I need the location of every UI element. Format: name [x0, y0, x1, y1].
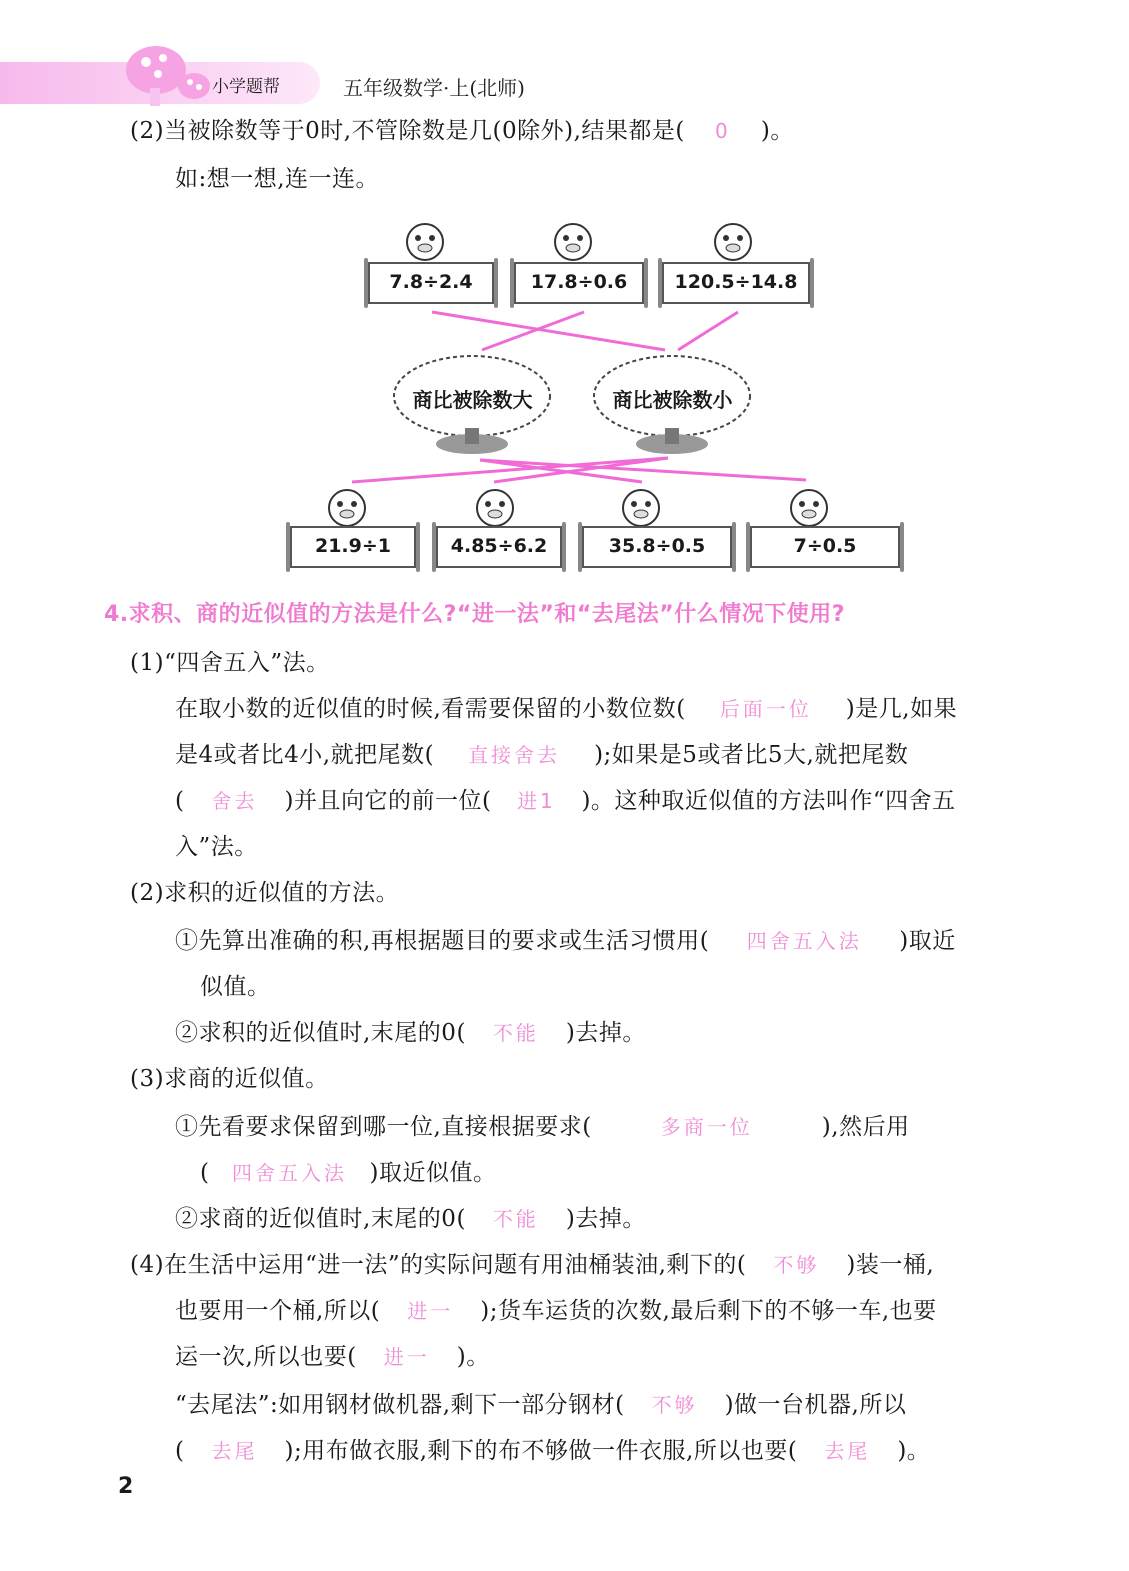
- q4-title: 4.求积、商的近似值的方法是什么?“进一法”和“去尾法”什么情况下使用?: [104, 602, 846, 627]
- answer-blank: 不够: [773, 1253, 820, 1277]
- link-line: [482, 312, 584, 350]
- q4-p1-line2: 是4或者比4小,就把尾数( 直接舍去 );如果是5或者比5大,就把尾数: [175, 742, 909, 768]
- q4-p1-line3: ( 舍去 )并且向它的前一位( 进1 )。这种取近似值的方法叫作“四舍五: [175, 788, 956, 814]
- chick-icon: [322, 478, 372, 528]
- top-card-3: 120.5÷14.8: [662, 262, 810, 304]
- chick-icon: [784, 478, 834, 528]
- chick-icon: [400, 212, 450, 262]
- link-line: [678, 312, 738, 350]
- answer-blank: 直接舍去: [468, 743, 561, 767]
- answer-blank: 进1: [517, 789, 556, 813]
- series-label: 小学题帮: [212, 77, 280, 97]
- answer-blank: 0: [715, 119, 731, 143]
- chick-icon: [616, 478, 666, 528]
- answer-blank: 进一: [383, 1345, 430, 1369]
- q4-p4-line4: “去尾法”:如用钢材做机器,剩下一部分钢材( 不够 )做一台机器,所以: [175, 1392, 907, 1418]
- chick-icon: [708, 212, 758, 262]
- example-line: 如:想一想,连一连。: [175, 166, 380, 192]
- q4-p1-line1: 在取小数的近似值的时候,看需要保留的小数位数( 后面一位 )是几,如果: [175, 696, 958, 722]
- q3-2-line: (2)当被除数等于0时,不管除数是几(0除外),结果都是( 0 )。: [130, 118, 794, 144]
- answer-blank: 不能: [492, 1021, 539, 1045]
- bottom-card-4: 7÷0.5: [750, 526, 900, 568]
- answer-blank: 四舍五入法: [746, 929, 862, 953]
- link-line: [432, 312, 665, 350]
- answer-blank: 四舍五入法: [231, 1161, 347, 1185]
- q4-p1-line4: 入”法。: [175, 834, 258, 860]
- subject-label: 五年级数学·上(北师): [343, 76, 525, 100]
- answer-blank: 不够: [651, 1393, 698, 1417]
- chick-icon: [470, 478, 520, 528]
- answer-blank: 舍去: [211, 789, 258, 813]
- answer-blank: 不能: [492, 1207, 539, 1231]
- page-number: 2: [118, 1474, 134, 1499]
- top-card-1: 7.8÷2.4: [368, 262, 494, 304]
- q4-p2-line1: ①先算出准确的积,再根据题目的要求或生活习惯用( 四舍五入法 )取近: [175, 928, 956, 954]
- q4-p4-line2: 也要用一个桶,所以( 进一 );货车运货的次数,最后剩下的不够一车,也要: [175, 1298, 937, 1324]
- bottom-card-2: 4.85÷6.2: [436, 526, 562, 568]
- q4-p2-line2: 似值。: [200, 974, 271, 1000]
- q4-p3-head: (3)求商的近似值。: [130, 1066, 329, 1092]
- q4-p3-line2: ( 四舍五入法 )取近似值。: [200, 1160, 497, 1186]
- bottom-card-3: 35.8÷0.5: [582, 526, 732, 568]
- q4-p3-line1: ①先看要求保留到哪一位,直接根据要求( 多商一位 ),然后用: [175, 1114, 910, 1140]
- answer-blank: 去尾: [211, 1439, 258, 1463]
- q4-p1-head: (1)“四舍五入”法。: [130, 650, 330, 676]
- answer-blank: 进一: [407, 1299, 454, 1323]
- cloud-label-smaller: 商比被除数小: [612, 388, 733, 412]
- answer-blank: 去尾: [824, 1439, 871, 1463]
- q4-p4-line1: (4)在生活中运用“进一法”的实际问题有用油桶装油,剩下的( 不够 )装一桶,: [130, 1252, 935, 1278]
- q4-p2-line3: ②求积的近似值时,末尾的0( 不能 )去掉。: [175, 1020, 646, 1046]
- cloud-label-larger: 商比被除数大: [412, 388, 533, 412]
- q4-p4-line5: ( 去尾 );用布做衣服,剩下的布不够做一件衣服,所以也要( 去尾 )。: [175, 1438, 931, 1464]
- top-card-2: 17.8÷0.6: [514, 262, 644, 304]
- q4-p3-line3: ②求商的近似值时,末尾的0( 不能 )去掉。: [175, 1206, 646, 1232]
- q4-p4-line3: 运一次,所以也要( 进一 )。: [175, 1344, 490, 1370]
- q4-p2-head: (2)求积的近似值的方法。: [130, 880, 400, 906]
- bottom-card-1: 21.9÷1: [290, 526, 416, 568]
- chick-icon: [548, 212, 598, 262]
- answer-blank: 多商一位: [660, 1115, 753, 1139]
- answer-blank: 后面一位: [719, 697, 812, 721]
